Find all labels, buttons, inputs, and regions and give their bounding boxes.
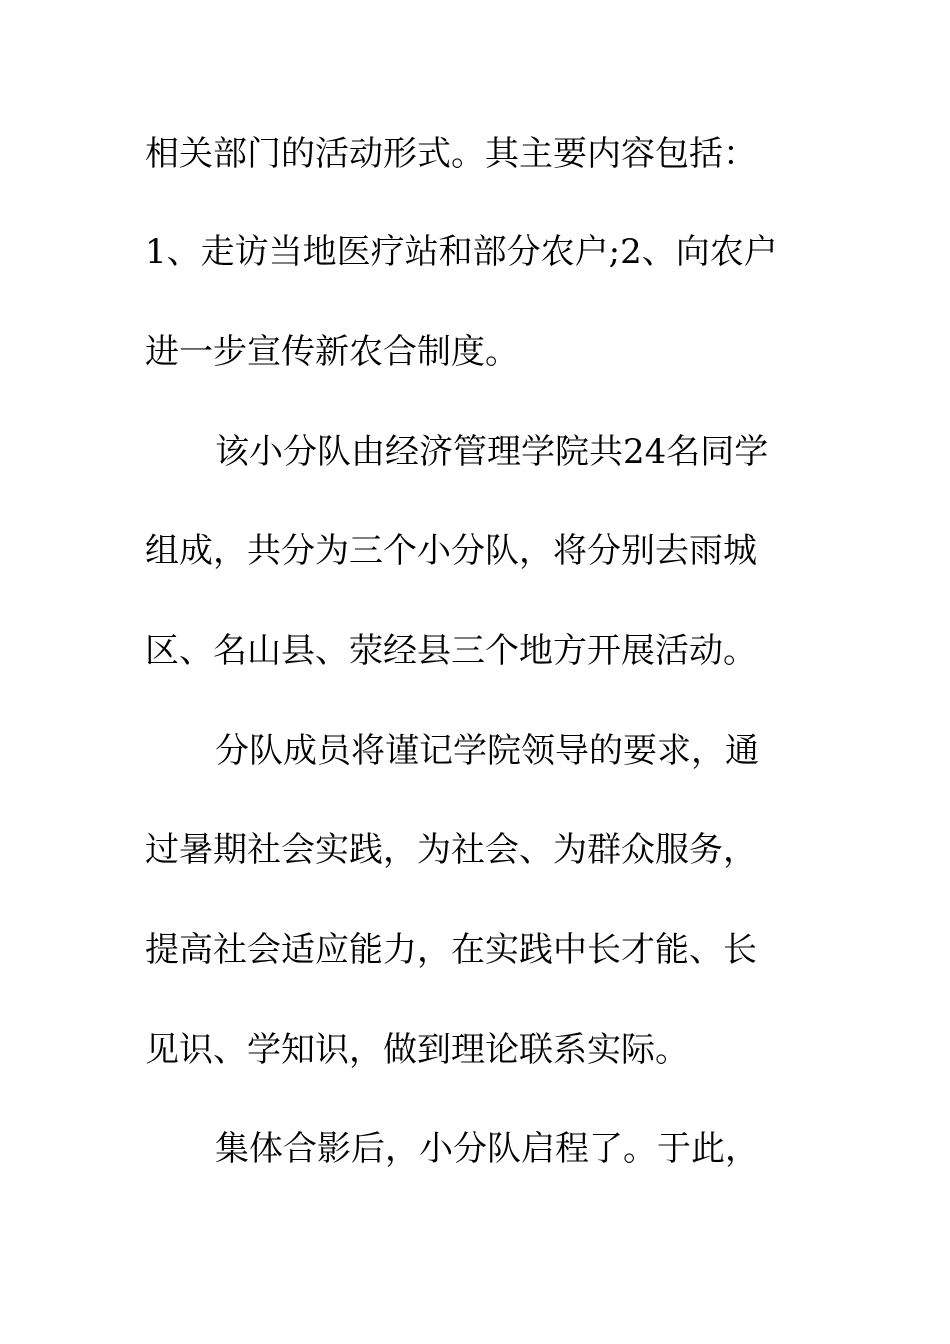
text-line-10: 见识、学知识，做到理论联系实际。 — [145, 1030, 689, 1070]
text-line-7: 分队成员将谨记学院领导的要求，通 — [215, 731, 759, 771]
text-line-3: 进一步宣传新农合制度。 — [145, 332, 519, 372]
text-line-1: 相关部门的活动形式。其主要内容包括： — [145, 134, 757, 174]
text-line-9: 提高社会适应能力，在实践中长才能、长 — [145, 930, 757, 970]
text-line-4: 该小分队由经济管理学院共24名同学 — [215, 432, 769, 472]
text-line-8: 过暑期社会实践，为社会、为群众服务， — [145, 830, 757, 870]
text-line-11: 集体合影后，小分队启程了。于此， — [215, 1129, 759, 1169]
text-line-6: 区、名山县、荥经县三个地方开展活动。 — [145, 631, 757, 671]
text-line-2: 1、走访当地医疗站和部分农户;2、向农户 — [145, 232, 778, 272]
text-line-5: 组成，共分为三个小分队，将分别去雨城 — [145, 531, 757, 571]
